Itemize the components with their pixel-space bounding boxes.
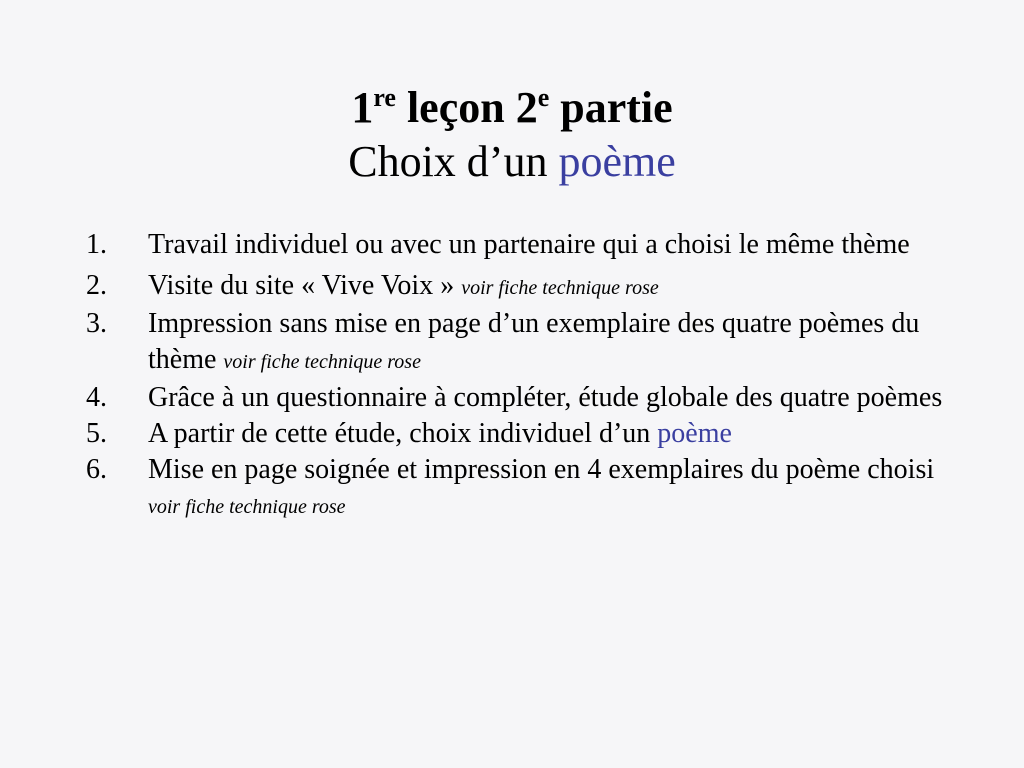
list-item <box>86 306 966 380</box>
item-content <box>148 306 966 380</box>
item-text: Travail individuel ou avec un partenaire qui a choisi le même thème <box>148 229 910 260</box>
title-sup-2: e <box>537 83 550 112</box>
item-accent: poème <box>657 418 732 449</box>
item-note: voir fiche technique rose <box>148 496 346 518</box>
list-item <box>86 416 966 452</box>
steps-list <box>86 226 966 522</box>
item-text: Grâce à un questionnaire à compléter, étude globale des quatre poèmes <box>148 382 943 413</box>
subtitle-plain: Choix d’un <box>348 137 559 186</box>
title-line-1 <box>0 82 1024 134</box>
item-note: voir fiche technique rose <box>223 351 421 373</box>
list-item <box>86 268 966 306</box>
item-number: 4. <box>86 382 107 413</box>
item-text: Visite du site « Vive Voix » <box>148 270 462 301</box>
item-content <box>148 268 966 306</box>
item-number: 2. <box>86 270 107 301</box>
title-mid: leçon 2 <box>395 83 538 132</box>
item-text: Mise en page soignée et impression en 4 exemplaires du poème choisi <box>148 454 935 485</box>
item-content <box>148 452 966 522</box>
subtitle-accent: poème <box>558 137 676 186</box>
list-item <box>86 226 966 268</box>
item-number: 3. <box>86 308 107 339</box>
slide-title <box>0 82 1024 190</box>
item-number: 6. <box>86 454 107 485</box>
item-number: 1. <box>86 229 107 260</box>
list-item <box>86 380 966 416</box>
item-text: Impression sans mise en page d’un exemplaire des quatre poèmes du thème <box>148 308 920 375</box>
item-text: A partir de cette étude, choix individuel d’un <box>148 418 658 449</box>
title-line-2 <box>0 134 1024 190</box>
item-note: voir fiche technique rose <box>461 277 659 299</box>
item-content <box>148 416 966 452</box>
list-item <box>86 452 966 522</box>
item-number: 5. <box>86 418 107 449</box>
title-sup-1: re <box>373 83 396 112</box>
title-end: partie <box>549 83 673 132</box>
title-num-1: 1 <box>351 83 374 132</box>
